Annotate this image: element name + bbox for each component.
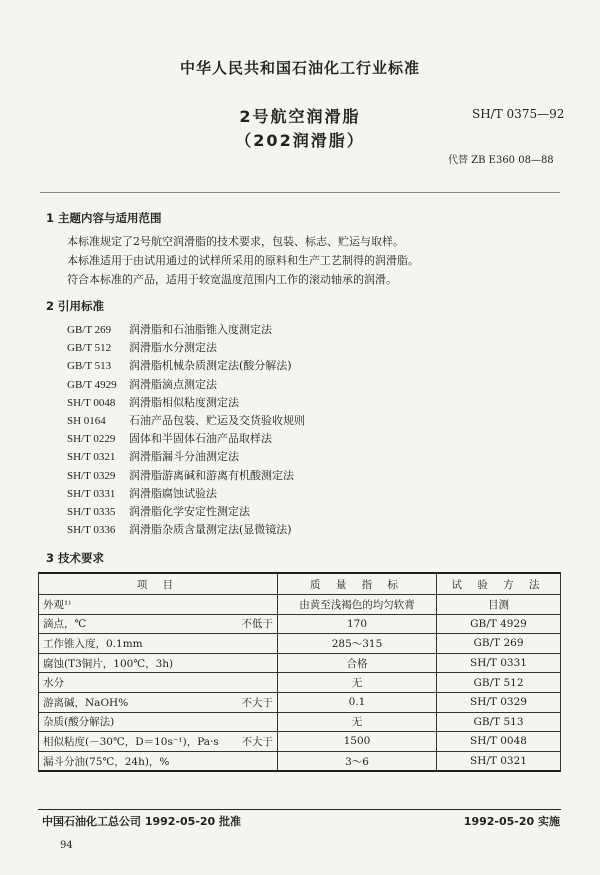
cell-value: 285～315 (278, 634, 437, 654)
reference-item (67, 357, 292, 373)
reference-code: SH/T 0331 (67, 487, 116, 500)
cell-item (39, 673, 278, 693)
table-row (39, 614, 561, 634)
technical-requirements-table (38, 572, 561, 772)
cell-method: 目测 (437, 595, 561, 615)
reference-item (67, 339, 217, 355)
table-row (39, 653, 561, 673)
table-row (39, 751, 561, 771)
table-row (39, 595, 561, 615)
page-number: 94 (60, 840, 73, 851)
cell-method: GB/T 512 (437, 673, 561, 693)
reference-item (67, 376, 217, 392)
reference-title: 固体和半固体石油产品取样法 (129, 432, 272, 446)
limit-qualifier: 不大于 (241, 735, 273, 748)
item-name: 杂质(酸分解法) (43, 716, 115, 729)
reference-title: 润滑脂机械杂质测定法(酸分解法) (129, 359, 292, 373)
cell-method: SH/T 0331 (437, 653, 561, 673)
cell-value: 无 (278, 712, 437, 732)
cell-value: 170 (278, 614, 437, 634)
limit-qualifier: 不大于 (241, 696, 273, 709)
approval-line: 中国石油化工总公司 1992-05-20 批准 (42, 815, 242, 828)
limit-qualifier: 不低于 (241, 618, 273, 631)
reference-code: SH/T 0335 (67, 506, 116, 518)
item-name: 漏斗分油(75℃，24h)，% (43, 755, 170, 768)
item-name: 腐蚀(T3铜片，100℃，3h) (43, 657, 174, 670)
reference-item (67, 503, 250, 519)
reference-code: SH/T 0229 (67, 433, 116, 446)
section-2-heading: 2 引用标准 (46, 299, 105, 313)
item-name: 游离碱，NaOH% (43, 696, 129, 709)
reference-title: 石油产品包装、贮运及交货验收规则 (129, 414, 305, 427)
cell-item (39, 595, 278, 615)
cell-item (39, 751, 278, 771)
standard-title: 2号航空润滑脂 (239, 107, 361, 126)
cell-method: SH/T 0048 (437, 732, 561, 752)
table-header-row (39, 573, 561, 595)
reference-title: 润滑脂化学安定性测定法 (129, 505, 250, 518)
section-1-paragraph: 符合本标准的产品，适用于较宽温度范围内工作的滚动轴承的润滑。 (67, 273, 397, 286)
cell-method: SH/T 0329 (437, 692, 561, 712)
header-divider (40, 192, 560, 193)
reference-item (67, 485, 217, 501)
cell-item (39, 712, 278, 732)
reference-title: 润滑脂腐蚀试验法 (129, 486, 217, 500)
reference-title: 润滑脂漏斗分油测定法 (129, 450, 239, 464)
implementation-date: 1992-05-20 实施 (463, 815, 560, 828)
reference-item (67, 448, 239, 464)
item-name: 外观¹⁾ (43, 598, 71, 611)
section-1-paragraph: 本标准规定了2号航空润滑脂的技术要求，包装、标志、贮运与取样。 (67, 235, 404, 248)
reference-code: GB/T 512 (67, 342, 112, 355)
reference-title: 润滑脂游离碱和游离有机酸测定法 (129, 468, 294, 482)
reference-title: 润滑脂滴点测定法 (129, 377, 217, 391)
cell-value: 0.1 (278, 692, 437, 712)
section-3-heading: 3 技术要求 (46, 551, 105, 565)
reference-code: SH 0164 (67, 415, 106, 427)
reference-title: 润滑脂水分测定法 (129, 341, 217, 355)
cell-value: 3～6 (278, 751, 437, 771)
reference-code: SH/T 0048 (67, 396, 116, 409)
item-name: 相似粘度(－30℃，D＝10s⁻¹)，Pa·s (43, 735, 219, 748)
cell-value: 合格 (278, 653, 437, 673)
cell-method: GB/T 513 (437, 712, 561, 732)
reference-item (67, 394, 239, 410)
footer-divider (38, 809, 561, 810)
cell-item (39, 634, 278, 654)
table-row (39, 634, 561, 654)
reference-code: SH/T 0329 (67, 469, 116, 482)
cell-value: 由黄至浅褐色的均匀软膏 (278, 595, 437, 615)
standard-subtitle: （202润滑脂） (235, 131, 365, 150)
table-row (39, 712, 561, 732)
reference-code: GB/T 4929 (67, 378, 117, 391)
reference-title: 润滑脂杂质含量测定法(显微镜法) (129, 523, 292, 537)
reference-code: SH/T 0336 (67, 524, 116, 537)
cell-value: 无 (278, 673, 437, 693)
cell-item (39, 732, 278, 752)
item-name: 水分 (43, 677, 64, 690)
standard-number: SH/T 0375—92 (472, 107, 565, 121)
reference-item (67, 412, 305, 428)
cell-item (39, 653, 278, 673)
table-row (39, 673, 561, 693)
reference-code: SH/T 0321 (67, 451, 116, 464)
reference-title: 润滑脂相似粘度测定法 (129, 395, 239, 409)
cell-method: GB/T 4929 (437, 614, 561, 634)
section-1-heading: 1 主题内容与适用范围 (46, 211, 162, 225)
reference-code: GB/T 513 (67, 360, 112, 373)
reference-item (67, 430, 272, 446)
cell-item (39, 614, 278, 634)
column-header-item: 项 目 (39, 573, 278, 595)
cell-item (39, 692, 278, 712)
section-1-paragraph: 本标准适用于由试用通过的试样所采用的原料和生产工艺制得的润滑脂。 (67, 254, 419, 267)
cell-method: GB/T 269 (437, 634, 561, 654)
reference-item (67, 467, 294, 483)
table-row (39, 732, 561, 752)
reference-title: 润滑脂和石油脂锥入度测定法 (129, 323, 272, 336)
column-header-method: 试 验 方 法 (437, 573, 561, 595)
table-row (39, 692, 561, 712)
reference-item (67, 521, 292, 537)
issuing-body-title: 中华人民共和国石油化工行业标准 (179, 59, 420, 77)
cell-value: 1500 (278, 732, 437, 752)
cell-method: SH/T 0321 (437, 751, 561, 771)
reference-code: GB/T 269 (67, 324, 112, 336)
item-name: 工作锥入度，0.1mm (43, 637, 143, 650)
replaces-note: 代替 ZB E360 08—88 (448, 155, 554, 166)
item-name: 滴点，℃ (43, 618, 87, 631)
column-header-value: 质 量 指 标 (278, 573, 437, 595)
reference-item (67, 321, 272, 337)
